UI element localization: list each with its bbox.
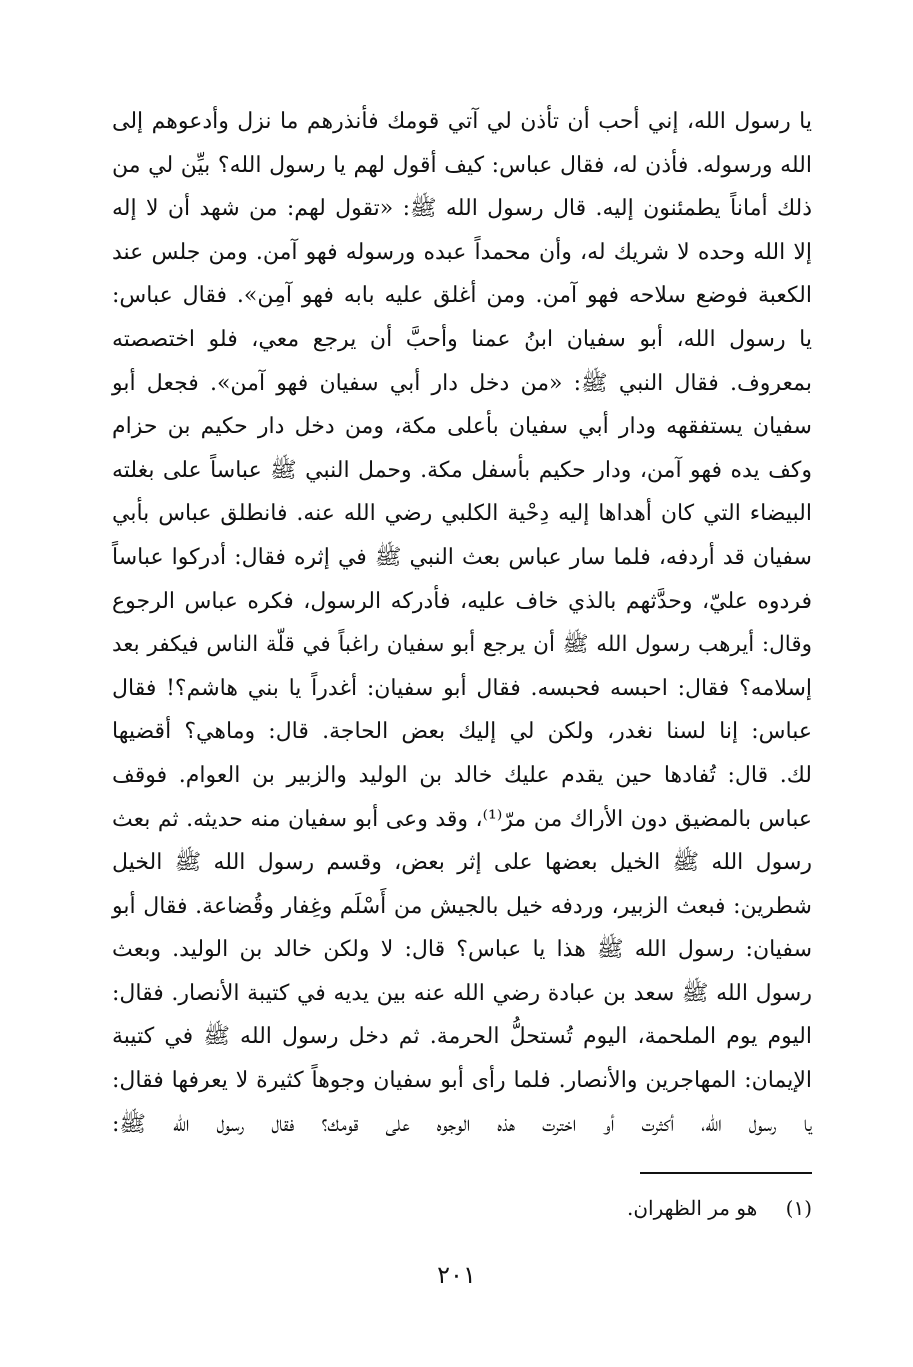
text-line: سفيان قد أردفه، فلما سار عباس بعث النبي ﷺ في إثره فقال: أدركوا عباساً [112, 544, 812, 570]
text-line: يا رسول الله، أبو سفيان ابنُ عمنا وأحبَّ أن يرجع معي، فلو اختصصته [112, 326, 812, 352]
footnote-text: هو مر الظهران. [627, 1196, 758, 1220]
body-text [112, 100, 812, 1146]
text-line: وكف يده فهو آمن، ودار حكيم بأسفل مكة. وحمل النبي ﷺ عباساً على بغلته [112, 457, 812, 483]
footnote-marker: (١) [785, 1196, 812, 1220]
text-line: الإيمان: المهاجرين والأنصار. فلما رأى أبو سفيان وجوهاً كثيرة لا يعرفها فقال: [112, 1068, 812, 1094]
text-line: عباس: إنا لسنا نغدر، ولكن لي إليك بعض الحاجة. قال: وماهي؟ أقضيها [112, 719, 812, 745]
text-line: شطرين: فبعث الزبير، وردفه خيل بالجيش من أَسْلَم وغِفار وقُضاعة. فقال أبو [112, 893, 812, 919]
text-line: سفيان يستفقهه ودار أبي سفيان بأعلى مكة، ومن دخل دار حكيم بن حزام [112, 414, 812, 440]
text-line: بمعروف. فقال النبي ﷺ: «من دخل دار أبي سفيان فهو آمن». فجعل أبو [112, 370, 812, 396]
text-line: يا رسول الله، أكثرت أو اخترت هذه الوجوه على قومك؟ فقال رسول الله ﷺ: [112, 1111, 812, 1137]
text-line: ذلك أماناً يطمئنون إليه. قال رسول الله ﷺ: «تقول لهم: من شهد أن لا إله [112, 196, 812, 222]
text-line: البيضاء التي كان أهداها إليه دِحْية الكلبي رضي الله عنه. فانطلق عباس بأبي [112, 501, 812, 527]
text-line: إلا الله وحده لا شريك له، وأن محمداً عبده ورسوله فهو آمن. ومن جلس عند [112, 239, 812, 265]
text-line: اليوم يوم الملحمة، اليوم تُستحلُّ الحرمة. ثم دخل رسول الله ﷺ في كتيبة [112, 1024, 812, 1050]
text-line: فردوه عليّ، وحدَّثهم بالذي خاف عليه، فأدركه الرسول، فكره عباس الرجوع [112, 588, 812, 614]
text-line: رسول الله ﷺ الخيل بعضها على إثر بعض، وقسم رسول الله ﷺ الخيل [112, 850, 812, 876]
footnote [627, 1193, 812, 1223]
text-line: رسول الله ﷺ سعد بن عبادة رضي الله عنه بين يديه في كتيبة الأنصار. فقال: [112, 980, 812, 1006]
text-line: الكعبة فوضع سلاحه فهو آمن. ومن أغلق عليه بابه فهو آمِن». فقال عباس: [112, 283, 812, 309]
text-line: الله ورسوله. فأذن له، فقال عباس: كيف أقول لهم يا رسول الله؟ بيِّن لي من [112, 152, 812, 178]
footnote-divider [640, 1172, 812, 1174]
text-line: يا رسول الله، إني أحب أن تأذن لي آتي قومك فأنذرهم ما نزل وأدعوهم إلى [112, 109, 812, 134]
text-line: سفيان: رسول الله ﷺ هذا يا عباس؟ قال: لا ولكن خالد بن الوليد. وبعث [112, 937, 812, 963]
text-line: لك. قال: تُفادها حين يقدم عليك خالد بن الوليد والزبير بن العوام. فوقف [112, 762, 812, 788]
text-line: وقال: أيرهب رسول الله ﷺ أن يرجع أبو سفيان راغباً في قلّة الناس فيكفر بعد [112, 632, 812, 658]
text-line: عباس بالمضيق دون الأراك من مرّ⁽¹⁾، وقد وعى أبو سفيان منه حديثه. ثم بعث [112, 806, 812, 832]
text-line: إسلامه؟ فقال: احبسه فحبسه. فقال أبو سفيان: أغدراً يا بني هاشم؟! فقال [112, 675, 812, 701]
page-number: ٢٠١ [437, 1261, 476, 1289]
